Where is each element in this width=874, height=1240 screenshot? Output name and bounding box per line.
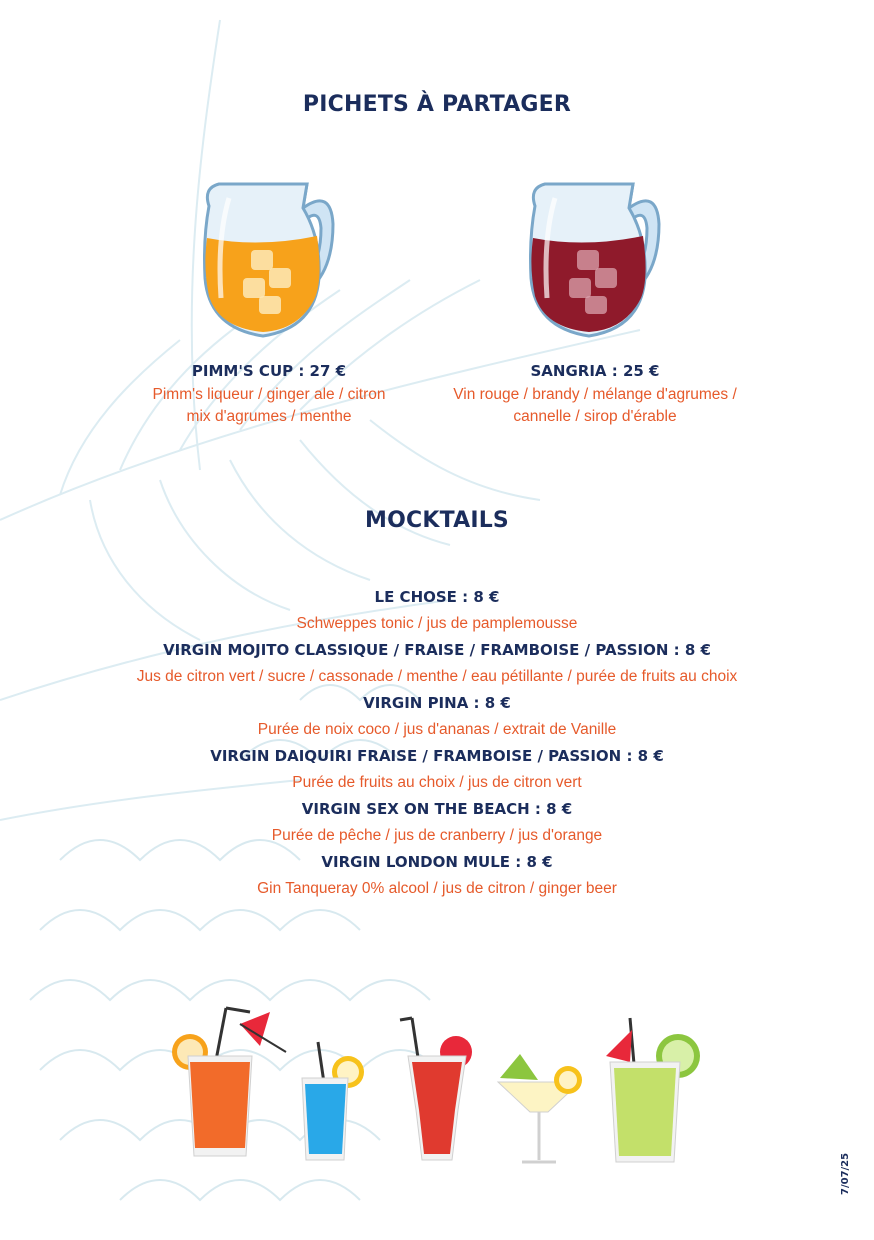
mocktail-name: VIRGIN PINA : 8 € [363,694,511,712]
mocktail-description: Schweppes tonic / jus de pamplemousse [296,614,578,632]
mocktail-name: VIRGIN SEX ON THE BEACH : 8 € [301,800,573,818]
mocktail-description: Purée de fruits au choix / jus de citron vert [292,773,582,791]
section-title-pichets: PICHETS À PARTAGER [302,92,572,117]
mocktails-list [0,584,874,902]
pitcher-item-sangria [445,178,745,428]
mocktail-description: Purée de noix coco / jus d'ananas / extrait de Vanille [257,720,617,738]
list-item [0,743,874,796]
pitcher-name: SANGRIA : 25 € [530,362,660,380]
sangria-pitcher-icon [525,178,665,340]
green-drink-icon [606,1018,700,1162]
pitcher-description-line: cannelle / sirop d'érable [513,408,677,425]
mocktail-name: VIRGIN MOJITO CLASSIQUE / FRAISE / FRAMBOISE / PASSION : 8 € [163,641,711,659]
list-item [0,690,874,743]
date-stamp: 7/07/25 [840,1152,851,1195]
red-drink-icon [400,1018,472,1160]
margarita-glass-icon [498,1054,582,1162]
mocktail-description: Purée de pêche / jus de cranberry / jus d'orange [271,826,603,844]
pitcher-description-line: Pimm's liqueur / ginger ale / citron [152,386,386,403]
pitcher-description-line: Vin rouge / brandy / mélange d'agrumes / [453,386,737,403]
section-title-mocktails: MOCKTAILS [365,508,509,533]
pitcher-description [445,384,745,428]
mocktail-description: Gin Tanqueray 0% alcool / jus de citron / ginger beer [257,879,617,897]
cocktail-glasses-illustration [160,1000,720,1180]
mocktail-description: Jus de citron vert / sucre / cassonade / menthe / eau pétillante / purée de fruits au choix [136,667,738,685]
pitcher-description [119,384,419,428]
list-item [0,849,874,902]
orange-drink-icon [172,1008,286,1156]
pitcher-name: PIMM'S CUP : 27 € [191,362,347,380]
pitcher-item-pimms [119,178,419,428]
pimms-pitcher-icon [199,178,339,340]
mocktail-name: VIRGIN DAIQUIRI FRAISE / FRAMBOISE / PASSION : 8 € [210,747,664,765]
blue-drink-icon [302,1042,364,1160]
mocktail-name: LE CHOSE : 8 € [374,588,500,606]
mocktail-name: VIRGIN LONDON MULE : 8 € [321,853,553,871]
list-item [0,796,874,849]
list-item [0,584,874,637]
pitcher-description-line: mix d'agrumes / menthe [186,408,352,425]
list-item [0,637,874,690]
